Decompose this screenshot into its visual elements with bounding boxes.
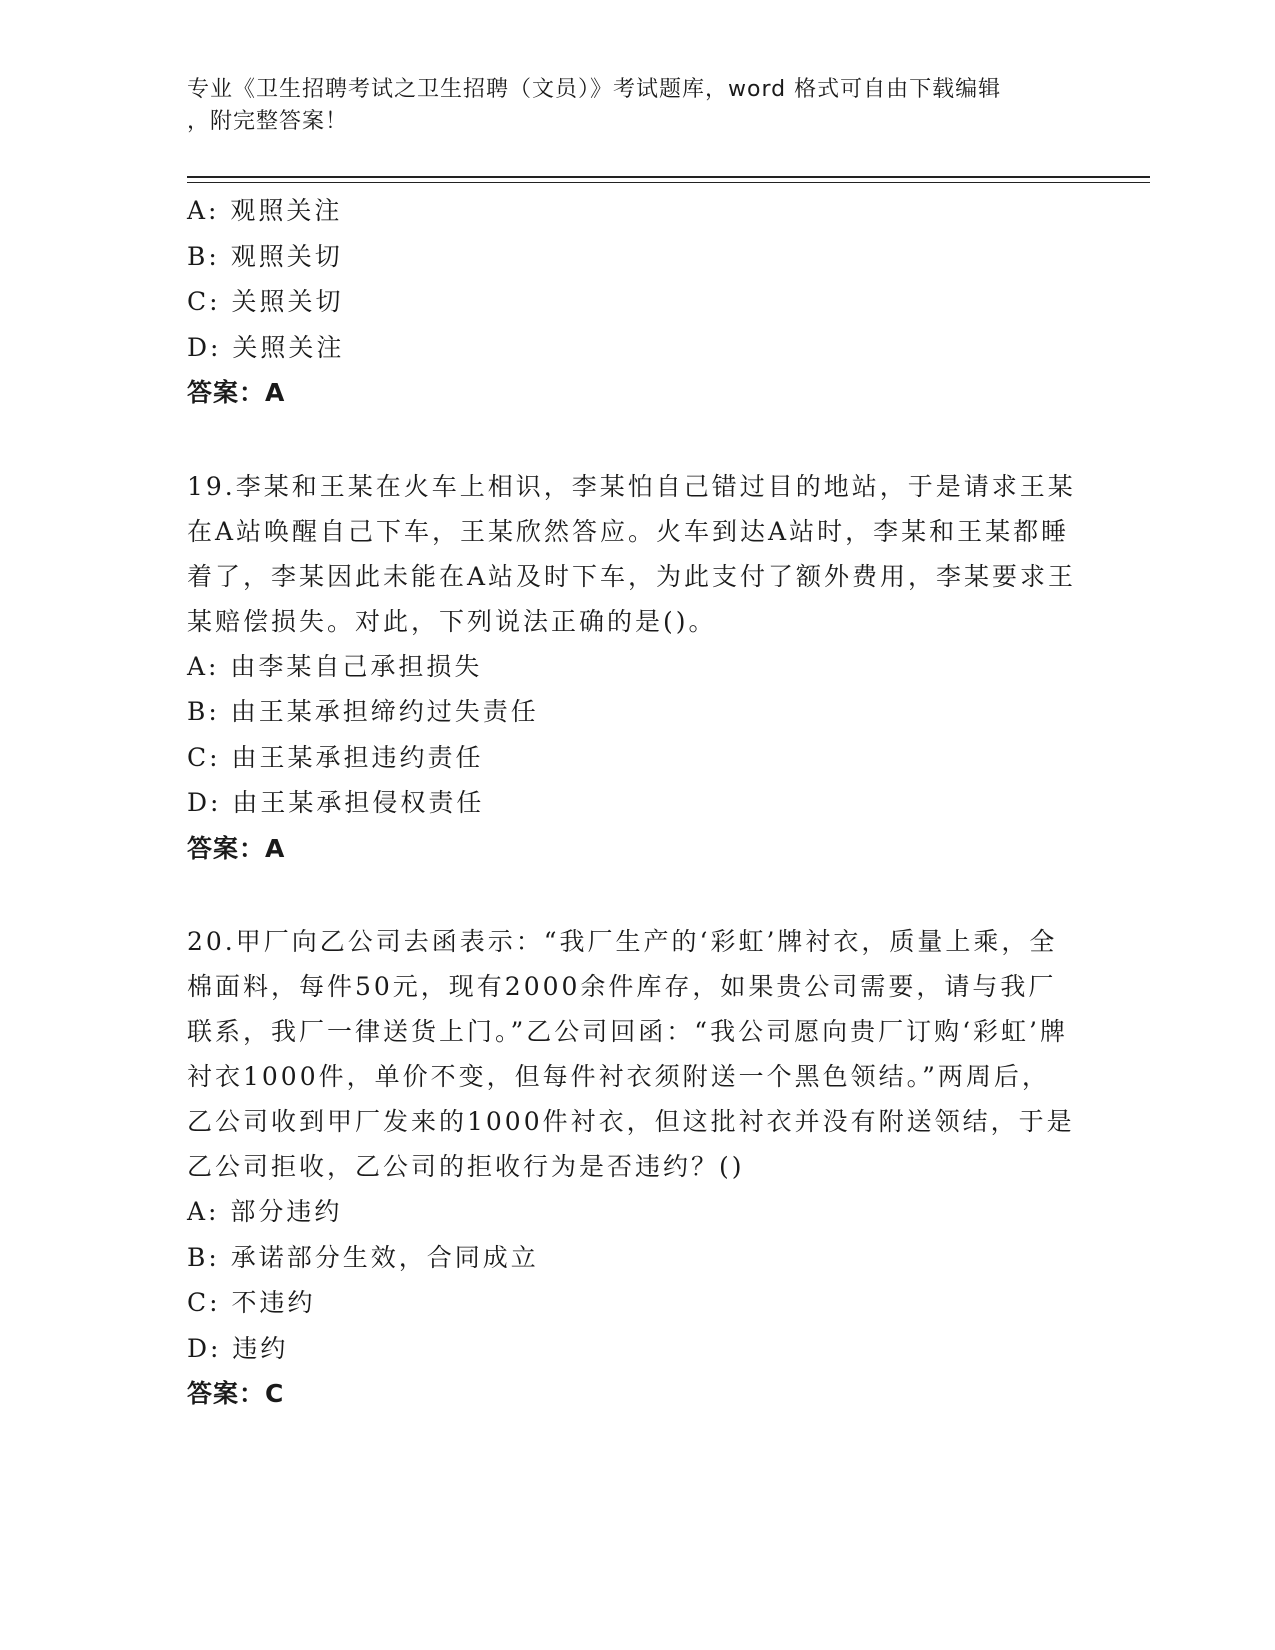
header-divider-thin — [187, 182, 1150, 183]
header-divider-thick — [187, 176, 1150, 178]
answer: 答案：A — [187, 378, 286, 407]
answer: 答案：A — [187, 833, 286, 863]
option-c: C: 不违约 — [187, 1288, 316, 1317]
question-18 — [187, 188, 1087, 416]
option-a: A: 由李某自己承担损失 — [187, 651, 483, 681]
question-text: 20.甲厂向乙公司去函表示：“我厂生产的‘彩虹’牌衬衣，质量上乘，全棉面料，每件50元，现有2000余件库存，如果贵公司需要，请与我厂联系，我厂一律送货上门。”乙公司回函：“我公司愿向贵厂订购‘彩虹’牌衬衣1000件，单价不变，但每件衬衣须附送一个黑色领结。”两周后，乙公司收到甲厂发来的1000件衬衣，但这批衬衣并没有附送领结，于是乙公司拒收，乙公司的拒收行为是否违约？() — [187, 927, 1075, 1181]
question-content — [187, 188, 1087, 1417]
document-header — [187, 74, 1067, 138]
option-d: D: 由王某承担侵权责任 — [187, 788, 485, 817]
question-19 — [187, 464, 1087, 872]
option-b: B: 由王某承担缔约过失责任 — [187, 697, 539, 726]
option-c: C: 由王某承担违约责任 — [187, 742, 484, 772]
option-c: C: 关照关切 — [187, 287, 344, 316]
option-a: A: 部分违约 — [187, 1197, 343, 1226]
option-b: B: 承诺部分生效，合同成立 — [187, 1242, 539, 1272]
header-line-2: ，附完整答案！ — [187, 109, 349, 134]
answer: 答案：C — [187, 1379, 285, 1408]
header-line-1: 专业《卫生招聘考试之卫生招聘（文员）》考试题库，word 格式可自由下载编辑 — [187, 77, 1002, 102]
question-text: 19.李某和王某在火车上相识，李某怕自己错过目的地站，于是请求王某在A站唤醒自己下车，王某欣然答应。火车到达A站时，李某和王某都睡着了，李某因此未能在A站及时下车，为此支付了额外费用，李某要求王某赔偿损失。对此，下列说法正确的是()。 — [187, 471, 1077, 636]
option-b: B: 观照关切 — [187, 241, 343, 271]
option-d: D: 关照关注 — [187, 332, 345, 362]
option-d: D: 违约 — [187, 1333, 289, 1363]
question-20 — [187, 919, 1087, 1417]
option-a: A: 观照关注 — [187, 196, 343, 225]
